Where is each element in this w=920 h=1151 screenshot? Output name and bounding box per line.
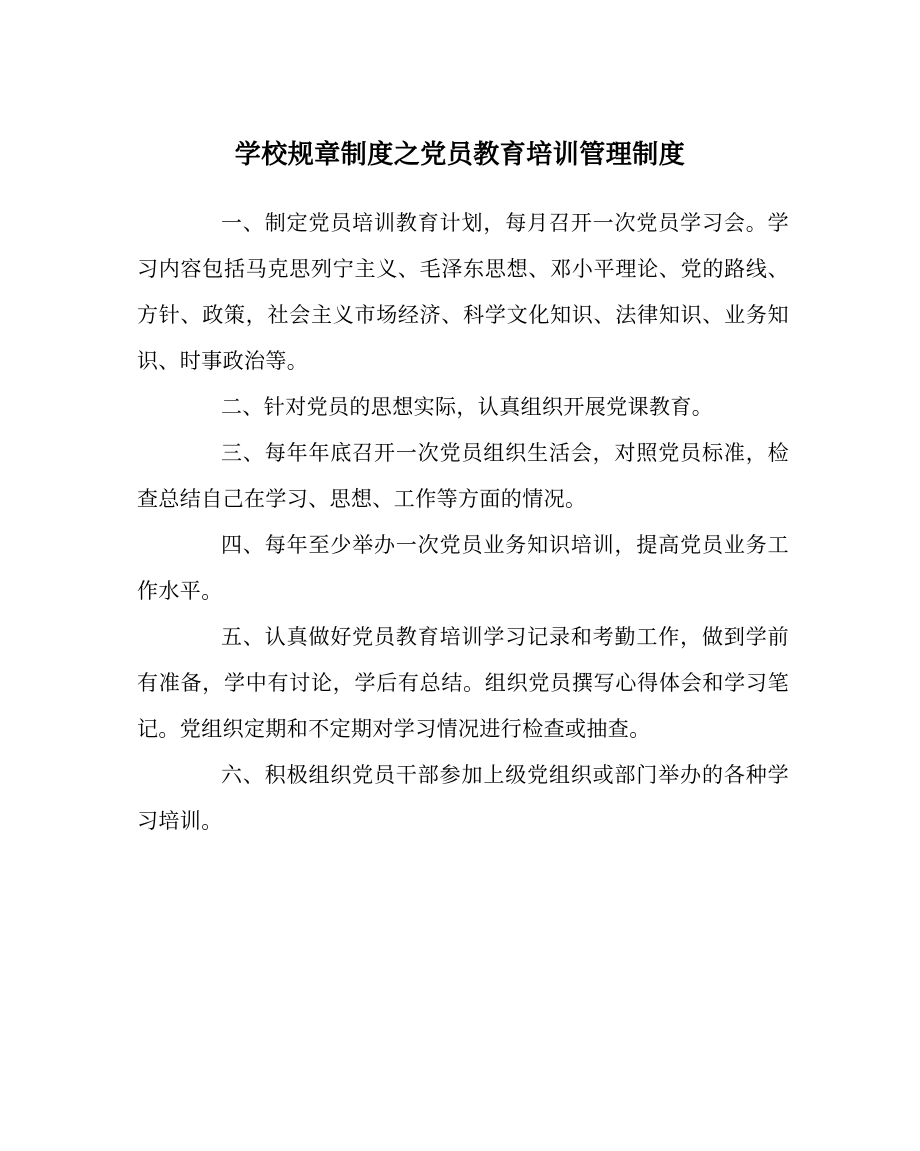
document-title: 学校规章制度之党员教育培训管理制度 bbox=[234, 140, 686, 171]
document-body bbox=[137, 200, 789, 844]
paragraph-3: 三、每年年底召开一次党员组织生活会，对照党员标准，检查总结自己在学习、思想、工作等方面的情况。 bbox=[137, 441, 789, 511]
paragraph-5: 五、认真做好党员教育培训学习记录和考勤工作，做到学前有准备，学中有讨论，学后有总结。组织党员撰写心得体会和学习笔记。党组织定期和不定期对学习情况进行检查或抽查。 bbox=[137, 625, 789, 741]
paragraph-6: 六、积极组织党员干部参加上级党组织或部门举办的各种学习培训。 bbox=[137, 763, 789, 833]
paragraph-2: 二、针对党员的思想实际，认真组织开展党课教育。 bbox=[221, 395, 714, 419]
paragraph-4: 四、每年至少举办一次党员业务知识培训，提高党员业务工作水平。 bbox=[137, 533, 789, 603]
paragraph-1: 一、制定党员培训教育计划，每月召开一次党员学习会。学习内容包括马克思列宁主义、毛泽东思想、邓小平理论、党的路线、方针、政策，社会主义市场经济、科学文化知识、法律知识、业务知识、时事政治等。 bbox=[137, 211, 789, 373]
